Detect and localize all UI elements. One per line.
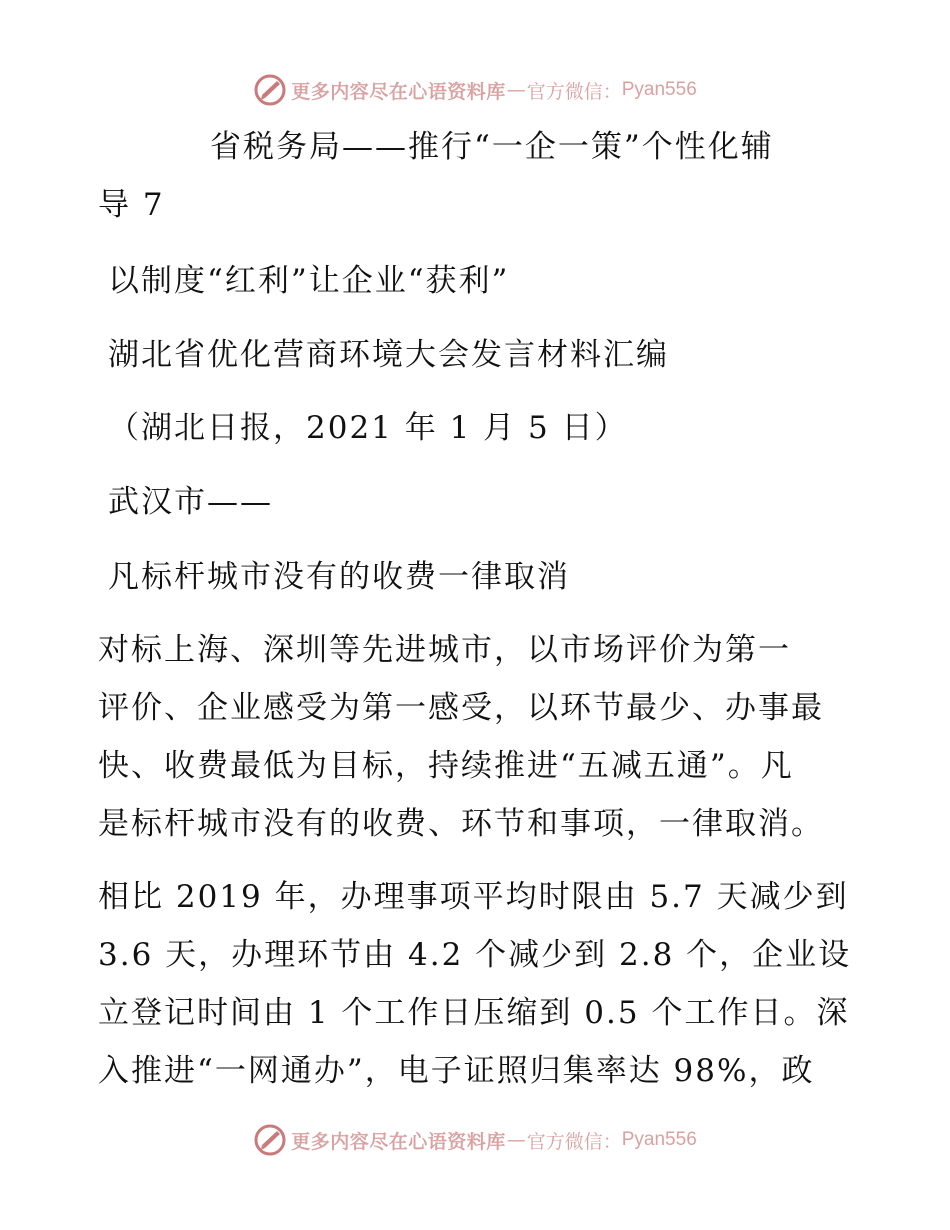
paragraph-1-line-1: 对标上海、深圳等先进城市，以市场评价为第一 <box>98 632 791 668</box>
watermark-label: 官方微信： <box>526 80 622 103</box>
city-heading: 武汉市—— <box>108 484 273 520</box>
paragraph-1-line-2: 评价、企业感受为第一感受，以环节最少、办事最 <box>98 690 824 726</box>
section-heading: 凡标杆城市没有的收费一律取消 <box>108 559 570 595</box>
watermark-id: Pyan556 <box>621 1129 697 1150</box>
watermark-label: 官方微信： <box>526 1130 622 1153</box>
watermark-id: Pyan556 <box>621 79 697 100</box>
paragraph-2-line-4: 入推进“一网通办”，电子证照归集率达 98%，政 <box>98 1053 815 1089</box>
watermark-separator: — <box>506 79 526 101</box>
footer-watermark <box>0 1120 950 1160</box>
title-line-2: 导 7 <box>98 187 165 223</box>
header-watermark <box>0 70 950 110</box>
paragraph-2-line-1: 相比 2019 年，办理事项平均时限由 5.7 天减少到 <box>98 879 849 915</box>
seal-logo-icon <box>253 73 287 107</box>
paragraph-2-line-2: 3.6 天，办理环节由 4.2 个减少到 2.8 个，企业设 <box>98 937 852 973</box>
watermark-main-text: 更多内容尽在心语资料库 <box>291 80 506 103</box>
watermark-separator: — <box>506 1129 526 1151</box>
watermark-main-text: 更多内容尽在心语资料库 <box>291 1130 506 1153</box>
paragraph-2-line-3: 立登记时间由 1 个工作日压缩到 0.5 个工作日。深 <box>98 995 850 1031</box>
paragraph-1-line-3: 快、收费最低为目标，持续推进“五减五通”。凡 <box>98 748 794 784</box>
collection-title: 湖北省优化营商环境大会发言材料汇编 <box>108 337 669 373</box>
title-line-1: 省税务局——推行“一企一策”个性化辅 <box>210 129 774 165</box>
subtitle: 以制度“红利”让企业“获利” <box>108 263 510 299</box>
paragraph-1-line-4: 是标杆城市没有的收费、环节和事项，一律取消。 <box>98 806 824 842</box>
source-line: （湖北日报，2021 年 1 月 5 日） <box>108 410 628 446</box>
seal-logo-icon <box>253 1123 287 1157</box>
